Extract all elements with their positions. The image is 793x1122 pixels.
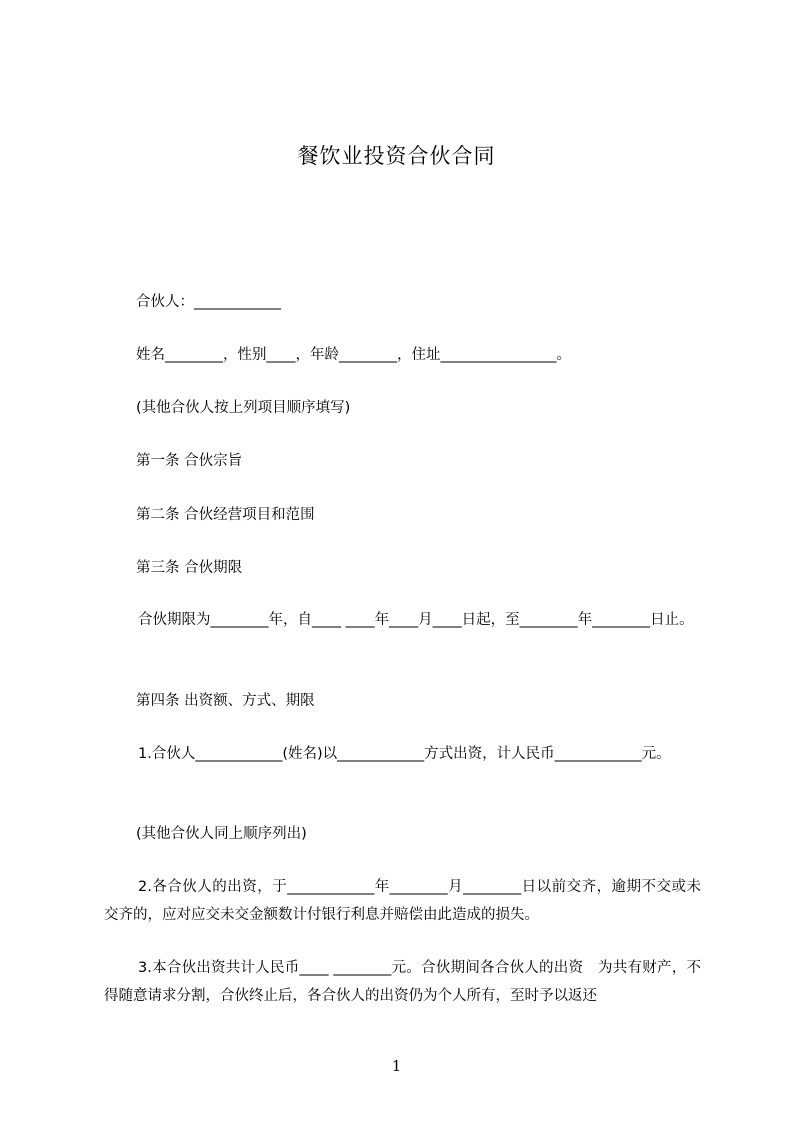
article-4-item-3: 3.本合伙出资共计人民币____ ________元。合伙期间各合伙人的出资 为共有财产，不得随意请求分割，合伙终止后，各合伙人的出资仍为个人所有，至时予以返还 xyxy=(104,960,701,1004)
article-4-heading: 第四条 出资额、方式、期限 xyxy=(136,693,315,709)
other-partners-note: (其他合伙人按上列项目顺序填写) xyxy=(136,400,351,416)
article-3-body: 合伙期限为________年，自____ ____年____月____日起，至________年________日止。 xyxy=(138,612,694,628)
page-number: 1 xyxy=(391,1057,402,1075)
article-1-heading: 第一条 合伙宗旨 xyxy=(136,453,243,469)
article-4-item-2: 2.各合伙人的出资，于____________年________月________日以前交齐，逾期不交或未交齐的，应对应交未交金额数计付银行利息并赔偿由此造成的损失。 xyxy=(104,879,701,923)
article-4-note: (其他合伙人同上顺序列出) xyxy=(136,826,307,842)
article-3-heading: 第三条 合伙期限 xyxy=(136,560,243,576)
partner-label: 合伙人：____________ xyxy=(136,294,281,310)
article-2-heading: 第二条 合伙经营项目和范围 xyxy=(136,507,315,523)
article-4-item-1: 1.合伙人____________(姓名)以____________方式出资，计人民币____________元。 xyxy=(138,746,671,762)
partner-info: 姓名________，性别____，年龄________，住址________________。 xyxy=(136,347,571,363)
document-title: 餐饮业投资合伙合同 xyxy=(297,144,496,168)
